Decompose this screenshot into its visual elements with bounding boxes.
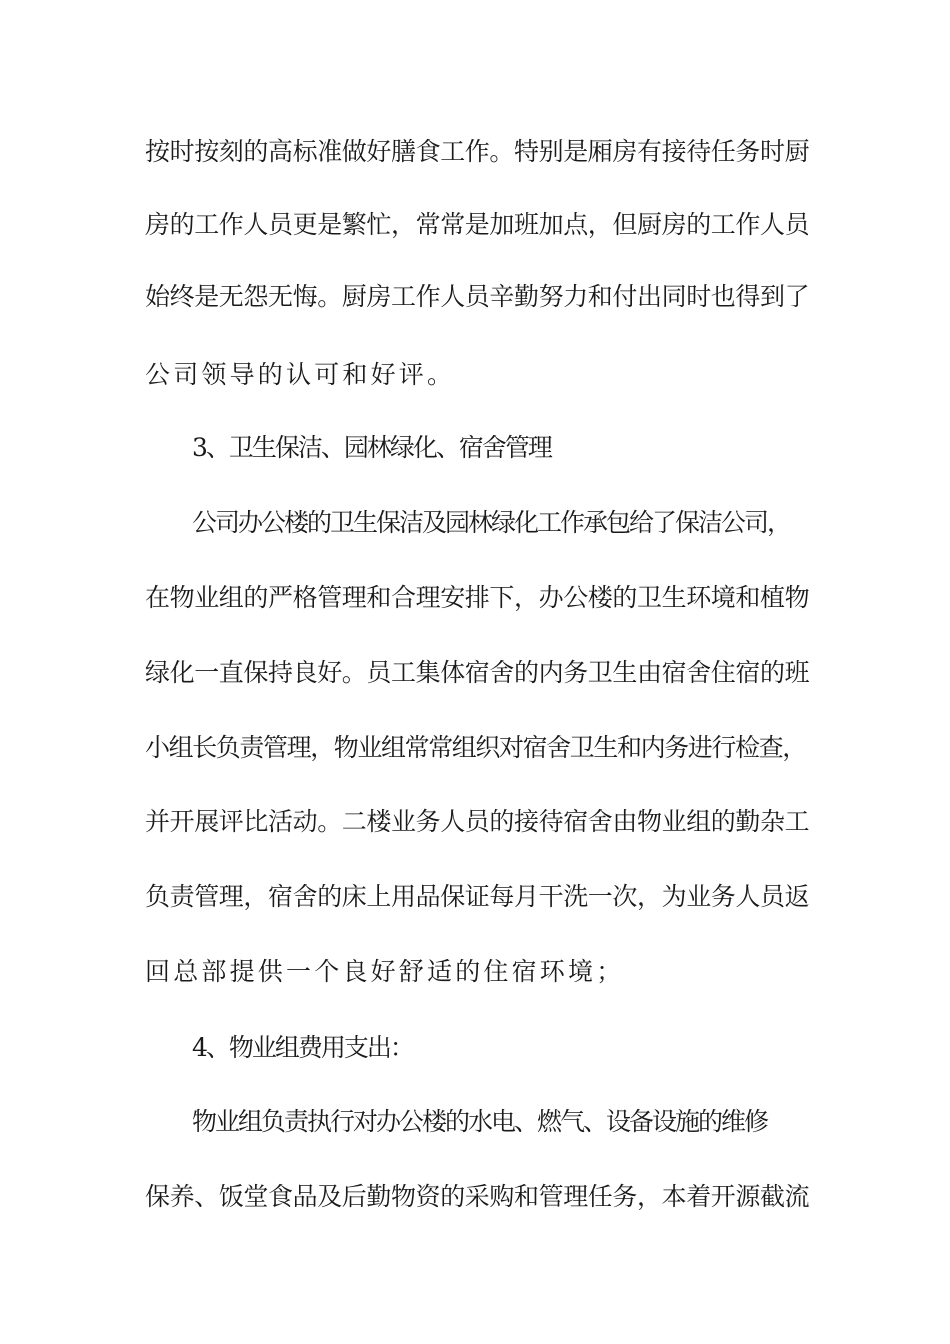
paragraph-line: 保养、饭堂食品及后勤物资的采购和管理任务，本着开源截流 — [145, 1182, 810, 1211]
paragraph-line: 绿化一直保持良好。员工集体宿舍的内务卫生由宿舍住宿的班 — [145, 658, 810, 687]
paragraph-line: 公司领导的认可和好评。 — [145, 360, 456, 389]
paragraph-line: 房的工作人员更是繁忙，常常是加班加点，但厨房的工作人员 — [145, 210, 810, 239]
paragraph-line: 物业组负责执行对办公楼的水电、燃气、设备设施的维修 — [192, 1107, 768, 1136]
paragraph-line: 公司办公楼的卫生保洁及园林绿化工作承包给了保洁公司， — [192, 508, 791, 537]
paragraph-line: 回总部提供一个良好舒适的住宿环境； — [145, 957, 625, 986]
paragraph-line: 负责管理，宿舍的床上用品保证每月干洗一次，为业务人员返 — [145, 882, 810, 911]
paragraph-line: 小组长负责管理，物业组常常组织对宿舍卫生和内务进行检查， — [145, 733, 806, 762]
section-heading: 3、卫生保洁、园林绿化、宿舍管理 — [192, 433, 551, 462]
paragraph-line: 并开展评比活动。二楼业务人员的接待宿舍由物业组的勤杂工 — [145, 807, 810, 836]
paragraph-line: 按时按刻的高标准做好膳食工作。特别是厢房有接待任务时厨 — [145, 137, 810, 166]
paragraph-line: 在物业组的严格管理和合理安排下，办公楼的卫生环境和植物 — [145, 583, 810, 612]
section-heading: 4、物业组费用支出： — [192, 1033, 413, 1062]
paragraph-line: 始终是无怨无悔。厨房工作人员辛勤努力和付出同时也得到了 — [145, 282, 810, 311]
